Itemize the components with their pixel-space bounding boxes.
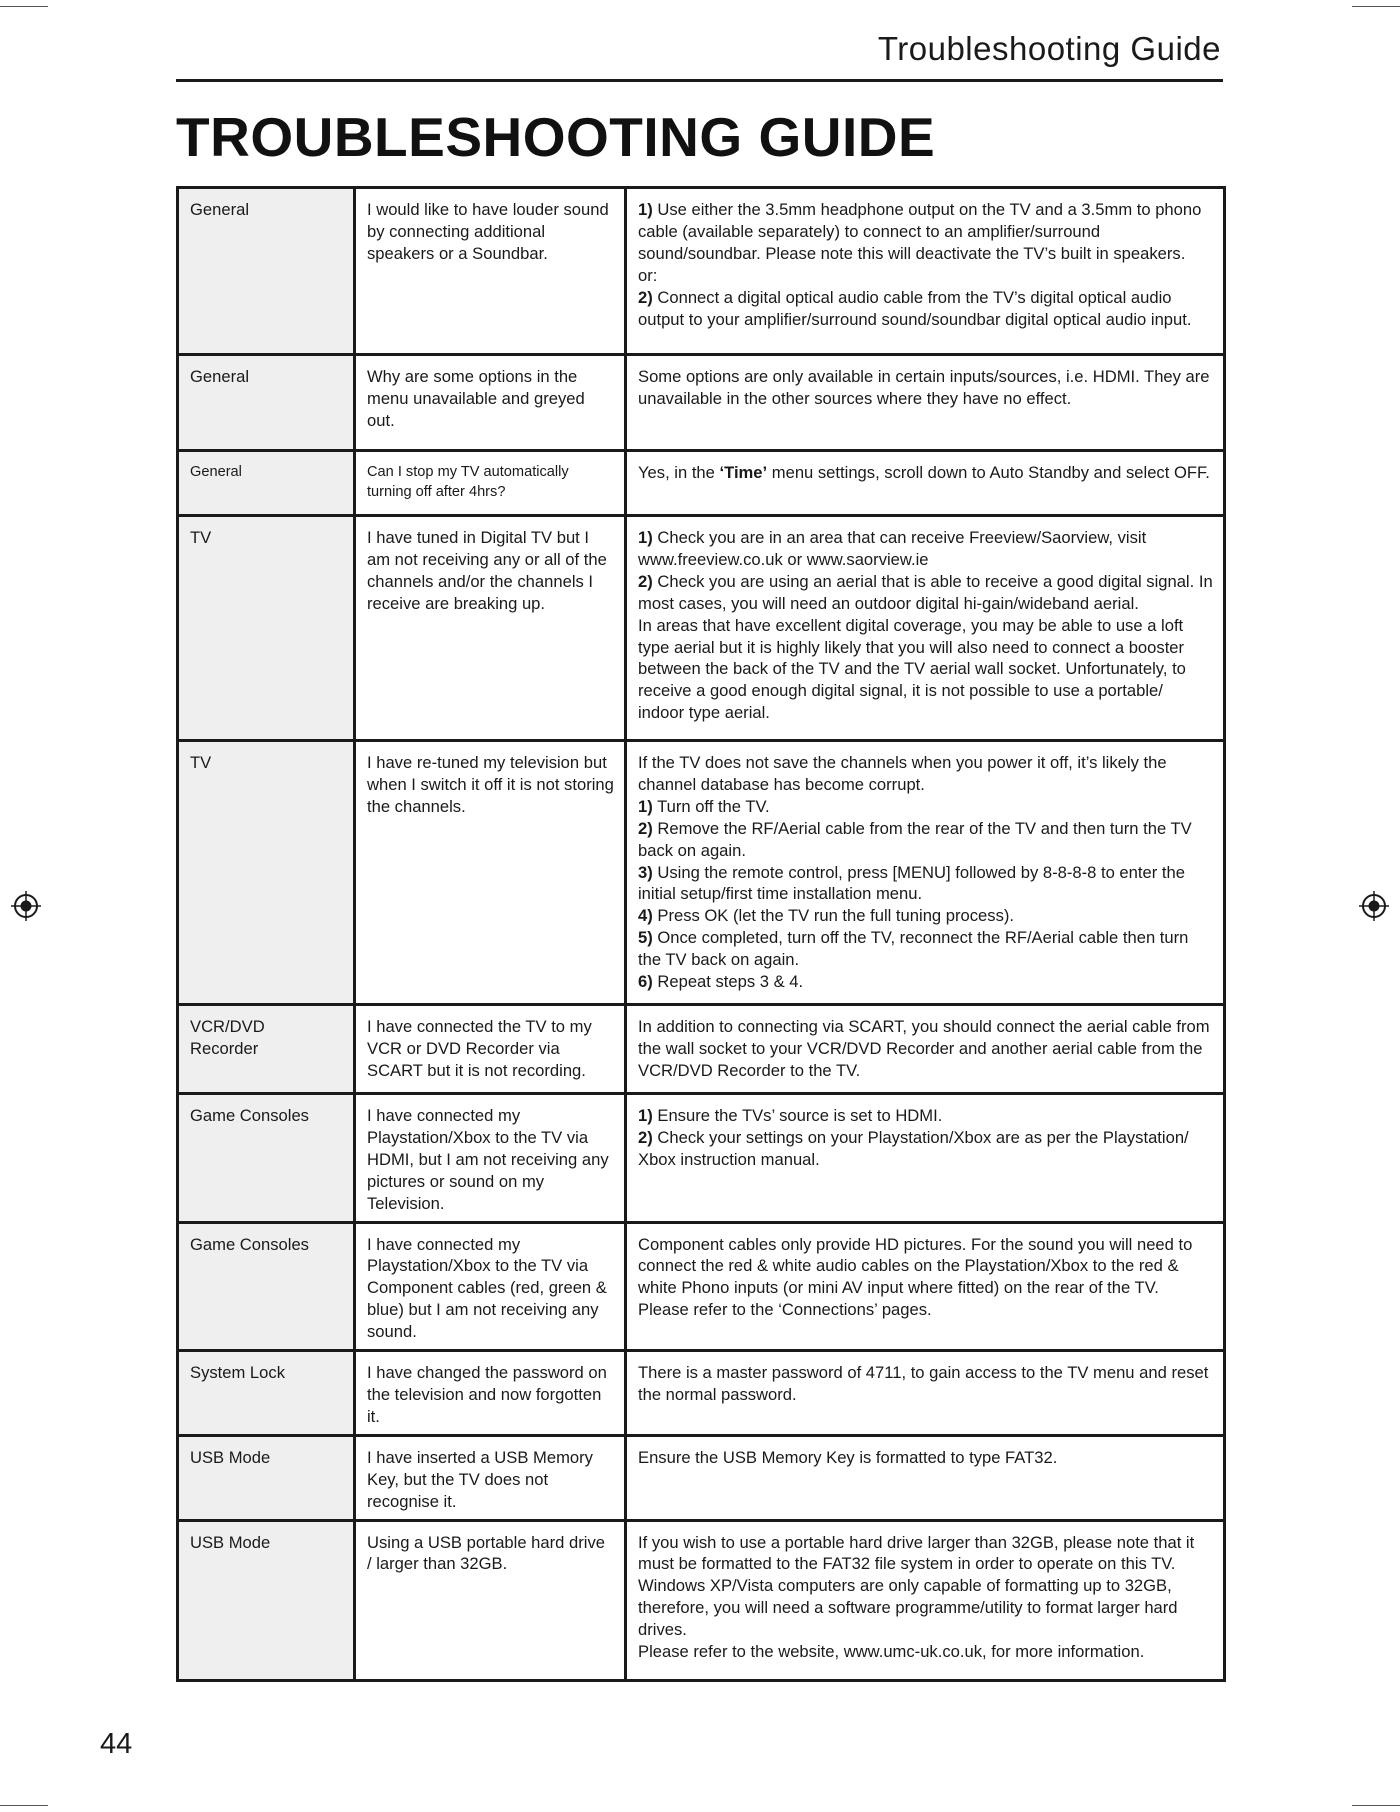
solution-line	[638, 752, 1213, 796]
category-cell: System Lock	[178, 1351, 355, 1436]
solution-text: Remove the RF/Aerial cable from the rear of the TV and then turn the TV back on again.	[638, 818, 1192, 860]
solution-cell	[626, 1005, 1225, 1094]
solution-line	[638, 796, 1213, 818]
table-row	[178, 1520, 1225, 1680]
solution-cell	[626, 355, 1225, 451]
step-number: 2)	[638, 287, 653, 307]
solution-cell	[626, 1520, 1225, 1680]
table-row	[178, 516, 1225, 741]
category-cell: VCR/DVD Recorder	[178, 1005, 355, 1094]
solution-line	[638, 1016, 1213, 1082]
category-cell: USB Mode	[178, 1435, 355, 1520]
crop-mark	[0, 6, 48, 7]
solution-cell	[626, 451, 1225, 516]
solution-text: In areas that have excellent digital coverage, you may be able to use a loft type aerial but it is highly likely that you will also need to connect a booster between the back of the TV and the TV aerial wall socket. Unfortunately, to receive a good enough digital signal, it is not possible to use a portable/ indoor type aerial.	[638, 615, 1186, 723]
solution-text: Component cables only provide HD pictures. For the sound you will need to connect the red & white audio cables on the Playstation/Xbox to the red & white Phono inputs (or mini AV input where fitted) on the rear of the TV. Please refer to the ‘Connections’ pages.	[638, 1234, 1193, 1320]
table-row	[178, 355, 1225, 451]
category-cell: TV	[178, 741, 355, 1005]
solution-cell	[626, 188, 1225, 355]
step-number: 1)	[638, 200, 653, 219]
solution-text: Connect a digital optical audio cable from the TV’s digital optical audio output to your amplifier/surround sound/soundbar digital optical audio input.	[638, 287, 1192, 329]
solution-line	[638, 462, 1213, 484]
solution-line	[638, 199, 1213, 265]
solution-text: Check you are in an area that can receive Freeview/Saorview, visit www.freeview.co.uk or www.saorview.ie	[638, 528, 1147, 569]
solution-text: Check your settings on your Playstation/Xbox are as per the Playstation/ Xbox instruction manual.	[638, 1127, 1189, 1169]
solution-line	[638, 527, 1213, 571]
step-number: 1)	[638, 528, 653, 547]
solution-cell	[626, 1435, 1225, 1520]
table-row	[178, 188, 1225, 355]
table-row	[178, 1435, 1225, 1520]
menu-name: ‘Time’	[719, 463, 768, 482]
category-cell: General	[178, 188, 355, 355]
problem-cell: Why are some options in the menu unavailable and greyed out.	[355, 355, 626, 451]
solution-line	[638, 818, 1213, 862]
category-cell: USB Mode	[178, 1520, 355, 1680]
category-cell: General	[178, 355, 355, 451]
table-row	[178, 1222, 1225, 1351]
solution-line	[638, 927, 1213, 971]
solution-text: Using the remote control, press [MENU] followed by 8-8-8-8 to enter the initial setup/first time installation menu.	[638, 862, 1185, 904]
solution-line	[638, 287, 1213, 331]
table-row	[178, 451, 1225, 516]
step-number: 3)	[638, 862, 653, 882]
running-header: Troubleshooting Guide	[877, 30, 1221, 67]
solution-text: If you wish to use a portable hard drive larger than 32GB, please note that it must be formatted to the FAT32 file system in order to operate on this TV. Windows XP/Vista computers are only capable of formatting up to 32GB, therefore, you will need a software programme/utility to format larger hard drives.	[638, 1532, 1195, 1640]
step-number: 6)	[638, 972, 653, 992]
solution-line	[638, 1105, 1213, 1127]
solution-text: menu settings, scroll down to Auto Standby and select OFF.	[767, 463, 1210, 482]
solution-text: Use either the 3.5mm headphone output on the TV and a 3.5mm to phono cable (available separately) to connect to an amplifier/surround sound/soundbar. Please note this will deactivate the TV’s built in speakers.	[638, 200, 1202, 263]
step-number: 5)	[638, 928, 653, 948]
table-row	[178, 1351, 1225, 1436]
page-title: TROUBLESHOOTING GUIDE	[176, 106, 936, 168]
problem-cell: I have changed the password on the television and now forgotten it.	[355, 1351, 626, 1436]
solution-line	[638, 1447, 1213, 1469]
crop-mark	[0, 1805, 48, 1806]
solution-line	[638, 971, 1213, 993]
solution-cell	[626, 1222, 1225, 1351]
solution-line	[638, 905, 1213, 927]
solution-text: There is a master password of 4711, to gain access to the TV menu and reset the normal password.	[638, 1363, 1209, 1404]
solution-text: or:	[638, 265, 658, 285]
solution-text: Turn off the TV.	[652, 796, 770, 816]
solution-text: Please refer to the website, www.umc-uk.co.uk, for more information.	[638, 1642, 1145, 1662]
page-number: 44	[100, 1728, 133, 1760]
solution-cell	[626, 1351, 1225, 1436]
solution-cell	[626, 516, 1225, 741]
problem-cell: I have connected the TV to my VCR or DVD Recorder via SCART but it is not recording.	[355, 1005, 626, 1094]
solution-text: Press OK (let the TV run the full tuning process).	[652, 906, 1014, 926]
solution-line	[638, 571, 1213, 615]
step-number: 2)	[638, 571, 653, 591]
step-number: 1)	[638, 1106, 653, 1125]
solution-line	[638, 615, 1213, 725]
problem-cell: Using a USB portable hard drive / larger than 32GB.	[355, 1520, 626, 1680]
solution-cell	[626, 1094, 1225, 1223]
step-number: 1)	[638, 796, 653, 816]
problem-cell: I have inserted a USB Memory Key, but the TV does not recognise it.	[355, 1435, 626, 1520]
category-cell: TV	[178, 516, 355, 741]
solution-line	[638, 1127, 1213, 1171]
table-row	[178, 1094, 1225, 1223]
troubleshooting-table	[176, 186, 1226, 1682]
solution-line	[638, 366, 1213, 410]
solution-line	[638, 1532, 1213, 1642]
solution-line	[638, 265, 1213, 287]
solution-text: In addition to connecting via SCART, you should connect the aerial cable from the wall socket to your VCR/DVD Recorder and another aerial cable from the VCR/DVD Recorder to the TV.	[638, 1017, 1210, 1080]
problem-cell: I have connected my Playstation/Xbox to the TV via HDMI, but I am not receiving any pictures or sound on my Television.	[355, 1094, 626, 1223]
registration-mark-icon	[11, 891, 41, 921]
solution-text: Ensure the USB Memory Key is formatted to type FAT32.	[638, 1447, 1058, 1467]
solution-line	[638, 862, 1213, 906]
step-number: 4)	[638, 906, 653, 926]
solution-line	[638, 1234, 1213, 1322]
crop-mark	[1352, 1805, 1400, 1806]
solution-text: Some options are only available in certain inputs/sources, i.e. HDMI. They are unavailable in the other sources where they have no effect.	[638, 367, 1210, 408]
category-cell: Game Consoles	[178, 1222, 355, 1351]
problem-cell: I have tuned in Digital TV but I am not receiving any or all of the channels and/or the channels I receive are breaking up.	[355, 516, 626, 741]
table-row	[178, 741, 1225, 1005]
problem-cell: I would like to have louder sound by connecting additional speakers or a Soundbar.	[355, 188, 626, 355]
solution-line	[638, 1362, 1213, 1406]
solution-text: Once completed, turn off the TV, reconnect the RF/Aerial cable then turn the TV back on again.	[638, 928, 1189, 970]
header-rule	[176, 79, 1223, 82]
category-cell: Game Consoles	[178, 1094, 355, 1223]
step-number: 2)	[638, 1127, 653, 1147]
table-row	[178, 1005, 1225, 1094]
category-cell: General	[178, 451, 355, 516]
solution-text: Repeat steps 3 & 4.	[652, 972, 804, 992]
solution-text: If the TV does not save the channels when you power it off, it’s likely the channel database has become corrupt.	[638, 753, 1167, 794]
step-number: 2)	[638, 818, 653, 838]
solution-text: Yes, in the	[638, 463, 720, 482]
solution-text: Ensure the TVs’ source is set to HDMI.	[652, 1106, 943, 1125]
solution-text: Check you are using an aerial that is able to receive a good digital signal. In most cases, you will need an outdoor digital hi-gain/wideband aerial.	[638, 571, 1213, 613]
problem-cell: I have connected my Playstation/Xbox to the TV via Component cables (red, green & blue) but I am not receiving any sound.	[355, 1222, 626, 1351]
problem-cell: Can I stop my TV automatically turning off after 4hrs?	[355, 451, 626, 516]
solution-cell	[626, 741, 1225, 1005]
solution-line	[638, 1641, 1213, 1663]
registration-mark-icon	[1359, 891, 1389, 921]
crop-mark	[1352, 6, 1400, 7]
problem-cell: I have re-tuned my television but when I switch it off it is not storing the channels.	[355, 741, 626, 1005]
